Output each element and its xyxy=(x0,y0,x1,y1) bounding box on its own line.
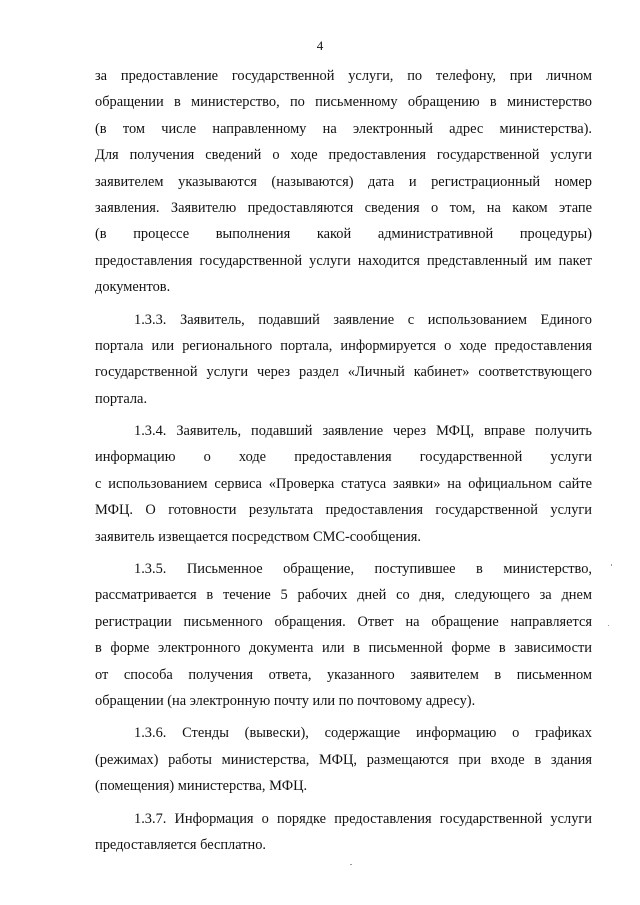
text-line: заявителем указываются (называются) дата и регистрационный номер xyxy=(95,173,592,190)
paragraph-p1 xyxy=(95,63,592,301)
document-body xyxy=(95,63,592,858)
text-line: государственной услуги через раздел «Личный кабинет» соответствующего xyxy=(95,364,592,381)
text-line: (в процессе выполнения какой административной процедуры) xyxy=(95,226,592,243)
text-line: 1.3.6. Стенды (вывески), содержащие информацию о графиках xyxy=(134,725,592,742)
text-line: за предоставление государственной услуги, по телефону, при личном xyxy=(95,68,592,84)
text-line: от способа получения ответа, указанного заявителем в письменном xyxy=(95,666,592,683)
text-line: 1.3.5. Письменное обращение, поступившее в министерство, xyxy=(134,561,592,578)
text-line: (помещения) министерства, МФЦ. xyxy=(95,778,308,795)
text-line: в форме электронного документа или в письменной форме в зависимости xyxy=(95,640,592,657)
text-line: портала или регионального портала, информируется о ходе предоставления xyxy=(95,337,592,354)
text-line: (в том числе направленному на электронный адрес министерства). xyxy=(95,120,592,137)
text-line: с использованием сервиса «Проверка статуса заявки» на официальном сайте xyxy=(95,475,592,492)
page-number: 4 xyxy=(316,38,324,53)
text-line: МФЦ. О готовности результата предоставления государственной услуги xyxy=(95,502,592,519)
text-line: регистрации письменного обращения. Ответ на обращение направляется xyxy=(95,613,592,630)
text-line: портала. xyxy=(95,390,148,407)
text-line: рассматривается в течение 5 рабочих дней со дня, следующего за днем xyxy=(95,587,592,604)
text-line: 1.3.3. Заявитель, подавший заявление с использованием Единого xyxy=(134,311,592,328)
scan-speck xyxy=(350,864,352,865)
text-line: заявления. Заявителю предоставляются сведения о том, на каком этапе xyxy=(95,199,592,216)
paragraph-p4 xyxy=(95,556,592,714)
text-line: (режимах) работы министерства, МФЦ, размещаются при входе в здания xyxy=(95,751,592,768)
text-line: обращении (на электронную почту или по почтовому адресу). xyxy=(95,692,476,709)
scan-speck xyxy=(611,564,612,566)
text-line: заявитель извещается посредством СМС-сообщения. xyxy=(95,528,421,545)
text-line: 1.3.4. Заявитель, подавший заявление через МФЦ, вправе получить xyxy=(134,423,592,440)
text-line: предоставления государственной услуги находится представленный им пакет xyxy=(95,252,592,269)
text-line: предоставляется бесплатно. xyxy=(95,836,267,853)
text-line: Для получения сведений о ходе предоставления государственной услуги xyxy=(95,147,592,164)
text-line: документов. xyxy=(95,279,171,296)
paragraph-p3 xyxy=(95,418,592,550)
scan-speck xyxy=(608,625,609,626)
text-line: информацию о ходе предоставления государственной услуги xyxy=(95,449,592,466)
text-line: обращении в министерство, по письменному обращению в министерство xyxy=(95,94,592,111)
paragraph-p6 xyxy=(95,806,592,859)
paragraph-p2 xyxy=(95,307,592,413)
text-line: 1.3.7. Информация о порядке предоставления государственной услуги xyxy=(134,810,592,827)
paragraph-p5 xyxy=(95,720,592,799)
